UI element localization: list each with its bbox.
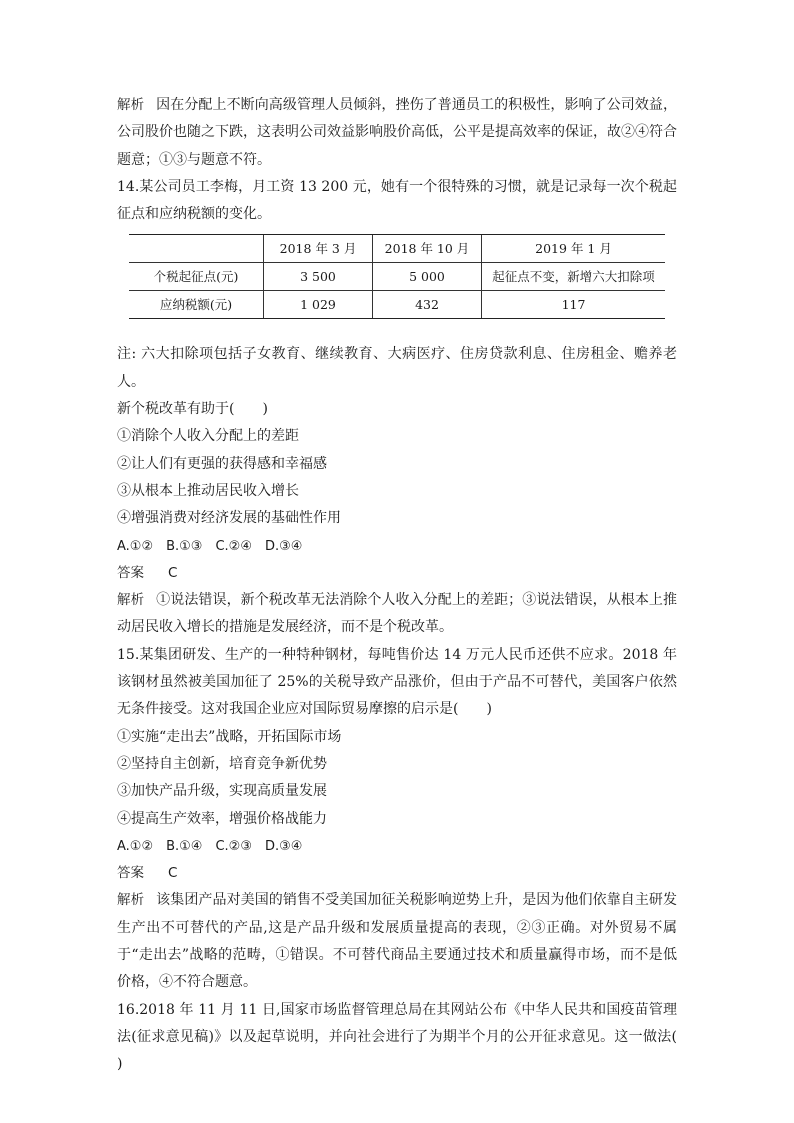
question-15-item: ③加快产品升级，实现高质量发展 [117,783,327,800]
question-14-stem: 14.某公司员工李梅，月工资 13 200 元，她有一个很特殊的习惯，就是记录每一次个税起征点和应纳税额的变化。 [117,178,677,223]
question-16-stem: 16.2018 年 11 月 11 日,国家市场监督管理总局在其网站公布《中华人民共和国疫苗管理法(征求意见稿)》以及起草说明，并向社会进行了为期半个月的公开征求意见。这一做法( ) [117,1001,705,1073]
analysis-text: 因在分配上不断向高级管理人员倾斜，挫伤了普通员工的积极性，影响了公司效益，公司股价也随之下跌，这表明公司效益影响股价高低，公平是提高效率的保证，故②④符合题意；①③与题意不符。 [117,97,678,168]
answer-value: C [168,865,178,882]
table-row [129,263,665,291]
question-14-item: ①消除个人收入分配上的差距 [117,428,299,445]
question-14-item: ④增强消费对经济发展的基础性作用 [117,510,341,527]
table-cell: 432 [373,291,482,319]
table-header-cell [129,235,264,263]
table-row [129,291,665,319]
question-15-analysis [117,887,677,996]
table-header-row [129,235,665,263]
tax-table [129,234,665,319]
analysis-text: 该集团产品对美国的销售不受美国加征关税影响逆势上升，是因为他们依靠自主研发生产出不可替代的产品,这是产品升级和发展质量提高的表现，②③正确。对外贸易不属于“走出去”战略的范畴，①错误。不可替代商品主要通过技术和质量赢得市场，而不是低价格，④不符合题意。 [117,892,678,991]
question-15-item: ④提高生产效率，增强价格战能力 [117,810,327,827]
answer-value: C [168,564,178,581]
analysis-text: ①说法错误，新个税改革无法消除个人收入分配上的差距；③说法错误，从根本上推动居民收入增长的措施是发展经济，而不是个税改革。 [117,592,678,636]
analysis-label: 解析 [117,97,145,113]
table-cell: 应纳税额(元) [129,291,264,319]
question-14-item: ②让人们有更强的获得感和幸福感 [117,455,327,472]
table-header-cell: 2018 年 10 月 [373,235,482,263]
question-14-question: 新个税改革有助于( ) [117,401,268,418]
answer-label: 答案 [117,865,144,882]
analysis-paragraph-13 [117,92,677,174]
table-header-cell: 2019 年 1 月 [482,235,666,263]
table-cell: 3 500 [264,263,373,291]
document-page [117,92,705,1079]
table-cell: 1 029 [264,291,373,319]
question-14-analysis [117,587,677,642]
table-header-cell: 2018 年 3 月 [264,235,373,263]
analysis-label: 解析 [117,592,145,609]
question-15-item: ②坚持自主创新，培育竞争新优势 [117,755,327,772]
question-15-item: ①实施“走出去”战略，开拓国际市场 [117,728,342,745]
table-cell: 个税起征点(元) [129,263,264,291]
question-15-stem: 15.某集团研发、生产的一种特种钢材，每吨售价达 14 万元人民币还供不应求。2018 年该钢材虽然被美国加征了 25%的关税导致产品涨价，但由于产品不可替代，美国客户依然无条件接受。这对我国企业应对国际贸易摩擦的启示是( ) [117,646,677,718]
table-cell: 117 [482,291,666,319]
question-14-options: A.①② B.①③ C.②④ D.③④ [117,538,303,554]
question-14-note: 注: 六大扣除项包括子女教育、继续教育、大病医疗、住房贷款利息、住房租金、赡养老人。 [117,346,677,390]
question-15-options: A.①② B.①④ C.②③ D.③④ [117,838,303,854]
question-14-item: ③从根本上推动居民收入增长 [117,482,299,499]
question-15-answer [117,860,677,887]
analysis-label: 解析 [117,892,145,909]
table-cell: 起征点不变，新增六大扣除项 [482,263,666,291]
answer-label: 答案 [117,564,144,581]
table-cell: 5 000 [373,263,482,291]
question-14-answer [117,560,677,587]
